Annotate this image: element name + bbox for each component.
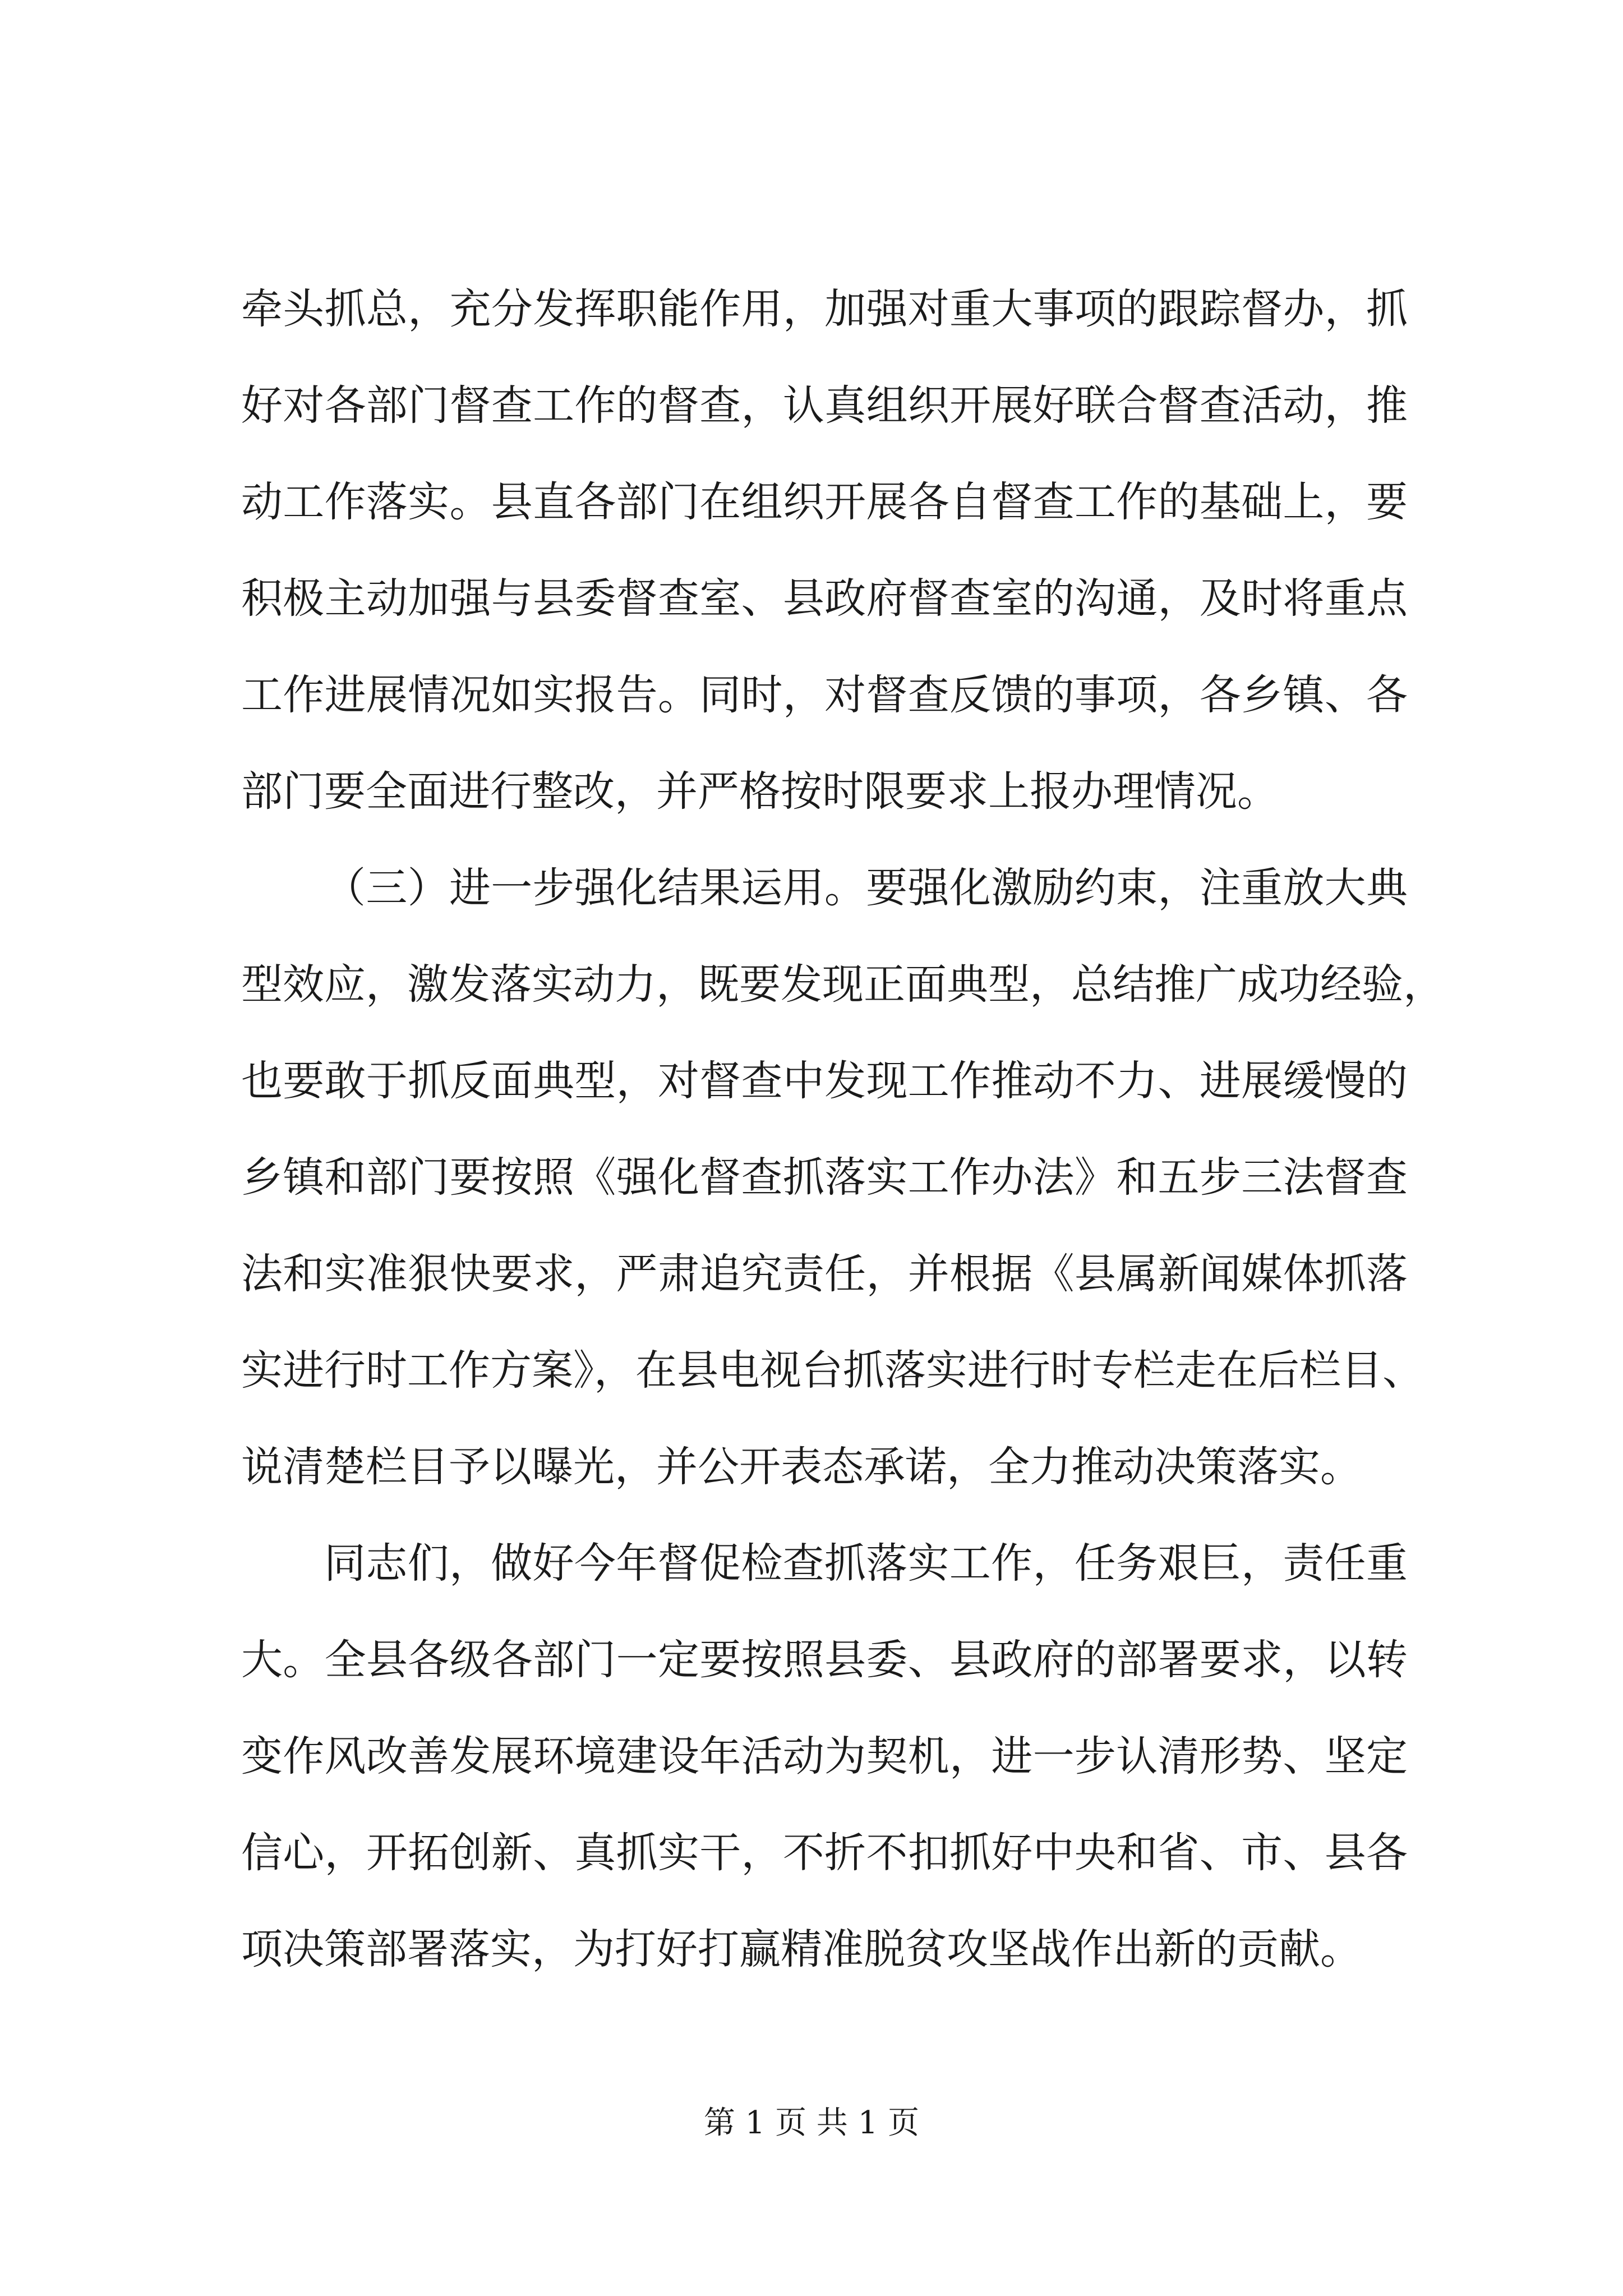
text-line: 乡镇和部门要按照《强化督查抓落实工作办法》和五步三法督查 — [241, 1153, 1408, 1202]
text-line: （三）进一步强化结果运用。要强化激励约束，注重放大典 — [324, 864, 1408, 912]
text-line: 工作进展情况如实报告。同时，对督查反馈的事项，各乡镇、各 — [241, 671, 1408, 719]
paragraph-2 — [241, 840, 1445, 1515]
text-line: 型效应，激发落实动力，既要发现正面典型，总结推广成功经验， — [241, 960, 1445, 1009]
text-line: 积极主动加强与县委督查室、县政府督查室的沟通，及时将重点 — [241, 574, 1408, 623]
text-line: 大。全县各级各部门一定要按照县委、县政府的部署要求，以转 — [241, 1636, 1408, 1684]
document-body — [241, 261, 1445, 1998]
text-line: 牵头抓总，充分发挥职能作用，加强对重大事项的跟踪督办，抓 — [241, 285, 1408, 333]
text-line: 项决策部署落实，为打好打赢精准脱贫攻坚战作出新的贡献。 — [241, 1925, 1362, 1973]
text-line: 法和实准狠快要求，严肃追究责任，并根据《县属新闻媒体抓落 — [241, 1250, 1408, 1298]
text-line: 变作风改善发展环境建设年活动为契机，进一步认清形势、坚定 — [241, 1732, 1408, 1780]
text-line: 动工作落实。县直各部门在组织开展各自督查工作的基础上，要 — [241, 478, 1408, 526]
text-line: 实进行时工作方案》，在县电视台抓落实进行时专栏走在后栏目、 — [241, 1346, 1424, 1395]
page-footer: 第 1 页 共 1 页 — [703, 2105, 920, 2141]
paragraph-1 — [241, 261, 1408, 840]
text-line: 同志们，做好今年督促检查抓落实工作，任务艰巨，责任重 — [324, 1539, 1408, 1588]
text-line: 信心，开拓创新、真抓实干，不折不扣抓好中央和省、市、县各 — [241, 1829, 1408, 1877]
text-line: 好对各部门督查工作的督查，认真组织开展好联合督查活动，推 — [241, 381, 1408, 430]
text-line: 说清楚栏目予以曝光，并公开表态承诺，全力推动决策落实。 — [241, 1443, 1362, 1491]
text-line: 也要敢于抓反面典型，对督查中发现工作推动不力、进展缓慢的 — [241, 1057, 1408, 1105]
text-line: 部门要全面进行整改，并严格按时限要求上报办理情况。 — [241, 767, 1279, 816]
paragraph-3 — [241, 1515, 1408, 1998]
